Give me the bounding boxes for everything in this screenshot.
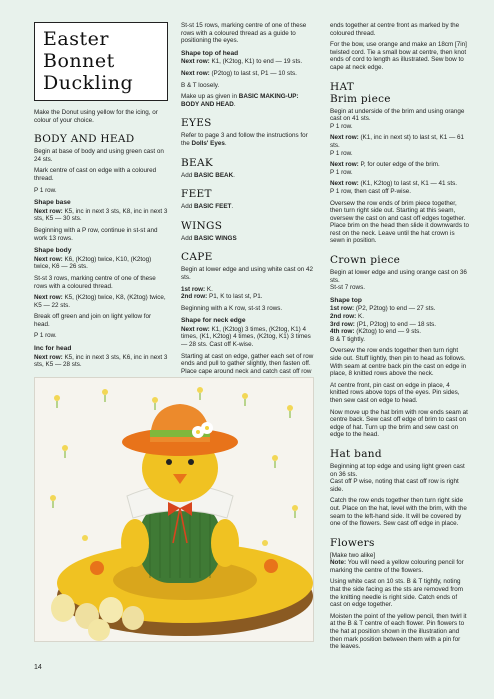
row-label: 1st row: (330, 305, 355, 313)
paragraph: B & T tightly. (330, 335, 365, 343)
paragraph: For the bow, use orange and make an 18cm [7in] twisted cord. Tie a small bow at centre, then knot ends of cord to length as illustrated. Sew bow to cape at neck edge. (330, 41, 467, 71)
paragraph: Break off green and join on light yellow for head. (34, 313, 152, 328)
row-text: K5, inc in next 3 sts, K8, inc in next 3 sts, K5 — 30 sts. (34, 207, 168, 223)
row-text: K. (356, 313, 364, 321)
row-label: Next row: (181, 325, 210, 333)
row-label: 2nd row: (330, 313, 357, 321)
row-label: Next row: (330, 161, 359, 169)
row-label: Next row: (34, 255, 63, 263)
row-text: K. (205, 285, 213, 293)
paragraph: ends together at centre front as marked by the coloured thread. (330, 22, 460, 37)
section-heading-cape: CAPE (181, 251, 213, 264)
bold-ref: BASIC MAKING-UP: BODY AND HEAD (181, 93, 299, 108)
paragraph: Begin at underside of the brim and using orange cast on 41 sts. (330, 107, 465, 123)
row-text: (K1, K2tog) to last st, K1 — 41 sts. (358, 180, 458, 188)
paragraph: Cast off P wise, noting that cast off row is right side. (330, 478, 459, 493)
paragraph (181, 203, 318, 211)
row-label: Next row: (181, 69, 210, 77)
paragraph: Beginning at top edge and using light green cast on 36 sts. (330, 462, 465, 478)
paragraph: Oversew the row ends together then turn right side out. Stuff lightly, then pin to head as follows. With seam at centre back pin the cast on edge in place, 8 knitted rows above the neck. (330, 347, 467, 378)
page-title (34, 22, 168, 101)
paragraph: Begin at lower edge and using white cast on 42 sts. (181, 266, 313, 281)
text: Refer to page 3 and follow the instructions for the (181, 132, 308, 147)
section-heading-brim: Brim piece (330, 92, 391, 105)
paragraph: St-st 15 rows, marking centre of one of these rows with a coloured thread as a guide to positioning the eyes. (181, 22, 307, 45)
paragraph: St-st 3 rows, marking centre of one of these rows with a coloured thread. (34, 274, 156, 290)
section-heading-hat-band: Hat band (330, 447, 382, 460)
paragraph: Oversew the row ends of brim piece together, then turn right side out. Starting at this seam, oversew the cast on and cast off edges together. Place brim on the head then slide it downwards to rest on the neck. Leave until the hat crown is sewn in position. (330, 199, 469, 245)
title-line-2: Bonnet (43, 50, 115, 72)
paragraph: [Make two alike] (330, 551, 376, 559)
paragraph: P 1 row. (330, 122, 353, 130)
section-heading-hat: HAT (330, 80, 355, 93)
instruction-row (181, 58, 318, 66)
instruction-row (330, 559, 470, 574)
instruction-row (34, 354, 168, 369)
row-label: Next row: (181, 58, 210, 66)
text: . (231, 203, 234, 211)
paragraph: Begin at base of body and using green cast on 24 sts. (34, 148, 164, 163)
text: . (233, 171, 235, 179)
instruction-row (181, 286, 318, 294)
row-text: (K2tog) to end — 9 sts. (354, 328, 421, 336)
instruction-row (330, 328, 470, 336)
paragraph: Starting at cast on edge, gather each set of row ends and pull to gather slightly, then fasten off. Place cape around neck and catch cast off row (181, 352, 314, 375)
subheading-shape-base: Shape base (34, 199, 71, 207)
instruction-row (181, 326, 318, 349)
section-heading-wings: WINGS (181, 219, 223, 232)
column-3 (330, 22, 470, 655)
section-heading-feet: FEET (181, 188, 212, 201)
paragraph: Catch the row ends together then turn right side out. Place on the hat, level with the brim, with the seam to the left-hand side. It will be covered by one of the flowers. Sew cast off edge in place. (330, 497, 467, 528)
row-text: (P2tog) to last st, P1 — 10 sts. (209, 69, 297, 77)
row-label: Next row: (330, 180, 359, 188)
paragraph: P 1 row, then cast off P-wise. (330, 187, 411, 195)
subheading-inc-head: Inc for head (34, 345, 72, 353)
paragraph: P 1 row. (330, 168, 353, 176)
row-text: (P1, P2tog) to end — 18 sts. (354, 320, 437, 328)
text: . (224, 139, 227, 147)
instruction-row (330, 134, 470, 149)
paragraph (181, 172, 318, 180)
row-label: 2nd row: (181, 293, 208, 301)
paragraph (181, 235, 318, 243)
text: . (233, 100, 236, 108)
row-text: (K1, inc in next st) to last st, K1 — 61 sts. (330, 134, 465, 149)
subheading-shape-top: Shape top (330, 296, 362, 304)
paragraph: Now move up the hat brim with row ends seam at centre back. Sew cast off edge of brim to cast on edge of hat. Turn up the brim and sew cast on edge to the head. (330, 408, 468, 439)
column-2 (181, 22, 318, 379)
paragraph: P 1 row. (34, 186, 57, 194)
row-label: Next row: (34, 353, 63, 361)
paragraph: Using white cast on 10 sts. B & T tightly, noting that the side facing as the sts are removed from the knitting needle is right side. Catch ends of cast on edge together. (330, 578, 464, 609)
paragraph (181, 93, 318, 108)
section-heading-crown: Crown piece (330, 254, 401, 267)
text: Add (181, 234, 194, 242)
paragraph: P 1 row. (330, 149, 353, 157)
row-label: Note: (330, 559, 347, 567)
text: Make up as given in (181, 93, 239, 101)
paragraph: P 1 row. (34, 332, 57, 340)
subheading-neck-edge: Shape for neck edge (181, 317, 246, 325)
paragraph: At centre front, pin cast on edge in place, 4 knitted rows above tops of the eyes. Pin sides, then sew cast on edge to head. (330, 381, 460, 404)
row-text: K5, inc in next 3 sts, K6, inc in next 3 sts, K5 — 28 sts. (34, 353, 168, 369)
paragraph: St-st 7 rows. (330, 284, 365, 292)
paragraph: Beginning with a K row, st-st 3 rows. (181, 304, 283, 312)
bold-ref: Dolls' Eyes (191, 139, 225, 147)
duckling-photo (34, 377, 314, 642)
instruction-row (34, 256, 168, 271)
paragraph: Mark centre of cast on edge with a coloured thread. (34, 167, 157, 182)
instruction-row (330, 305, 470, 313)
paragraph (181, 132, 318, 147)
duckling-illustration (35, 378, 313, 641)
row-label: 1st row: (181, 285, 206, 293)
instruction-row (330, 313, 470, 321)
row-text: K5, (K2tog) twice, K8, (K2tog) twice, K5 — 22 sts. (34, 294, 166, 309)
row-label: Next row: (330, 134, 359, 142)
title-line-1: Easter (43, 28, 109, 50)
section-heading-body-head: BODY AND HEAD (34, 133, 135, 146)
instruction-row (34, 208, 168, 223)
subheading-shape-body: Shape body (34, 247, 72, 255)
instruction-row (330, 161, 470, 169)
column-1 (34, 22, 168, 373)
row-text: K1, (K2tog) 3 times, (K2tog, K1) 4 times, (K1, K2tog) 4 times, (K2tog, K1) 3 times — 28 sts. Cast off K-wise. (181, 325, 311, 349)
row-label: Next row: (34, 294, 63, 302)
bold-ref: BASIC FEET (193, 203, 232, 211)
row-label: 4th row: (330, 328, 355, 336)
intro-text: Make the Donut using yellow for the icing, or colour of your choice. (34, 109, 158, 124)
section-heading-eyes: EYES (181, 117, 212, 130)
row-text: P, for outer edge of the brim. (358, 161, 440, 169)
row-text: K1, (K2tog, K1) to end — 19 sts. (209, 58, 303, 66)
instruction-row (34, 294, 168, 309)
instruction-row (181, 293, 318, 301)
instruction-row (330, 180, 470, 188)
page-number: 14 (34, 664, 42, 671)
paragraph: B & T loosely. (181, 81, 220, 89)
section-heading-flowers: Flowers (330, 536, 375, 549)
paragraph: Begin at lower edge and using orange cast on 36 sts. (330, 269, 467, 284)
row-label: 3rd row: (330, 320, 355, 328)
row-text: K6, (K2tog) twice, K10, (K2tog) twice, K6 — 26 sts. (34, 255, 152, 271)
instruction-row (181, 70, 318, 78)
section-heading-beak: BEAK (181, 156, 214, 169)
text: Add (181, 203, 194, 211)
bold-ref: BASIC WINGS (193, 234, 237, 242)
paragraph: Moisten the point of the yellow pencil, then twirl it at the B & T centre of each flower. Pin flowers to the hat at position shown in the illustration and then mark position between them with a pin for the leaves. (330, 612, 467, 651)
row-text: (P2, P2tog) to end — 27 sts. (354, 305, 436, 313)
row-text: P1, K to last st, P1. (207, 293, 263, 301)
paragraph: Beginning with a P row, continue in st-st and work 13 rows. (34, 226, 158, 242)
text: Add (181, 171, 194, 179)
instruction-row (330, 321, 470, 329)
title-line-3: Duckling (43, 72, 134, 94)
subheading-shape-top-head: Shape top of head (181, 49, 239, 57)
bold-ref: BASIC BEAK (193, 171, 234, 179)
row-text: You will need a yellow colouring pencil for marking the centre of the flowers. (330, 559, 464, 574)
row-label: Next row: (34, 207, 63, 215)
